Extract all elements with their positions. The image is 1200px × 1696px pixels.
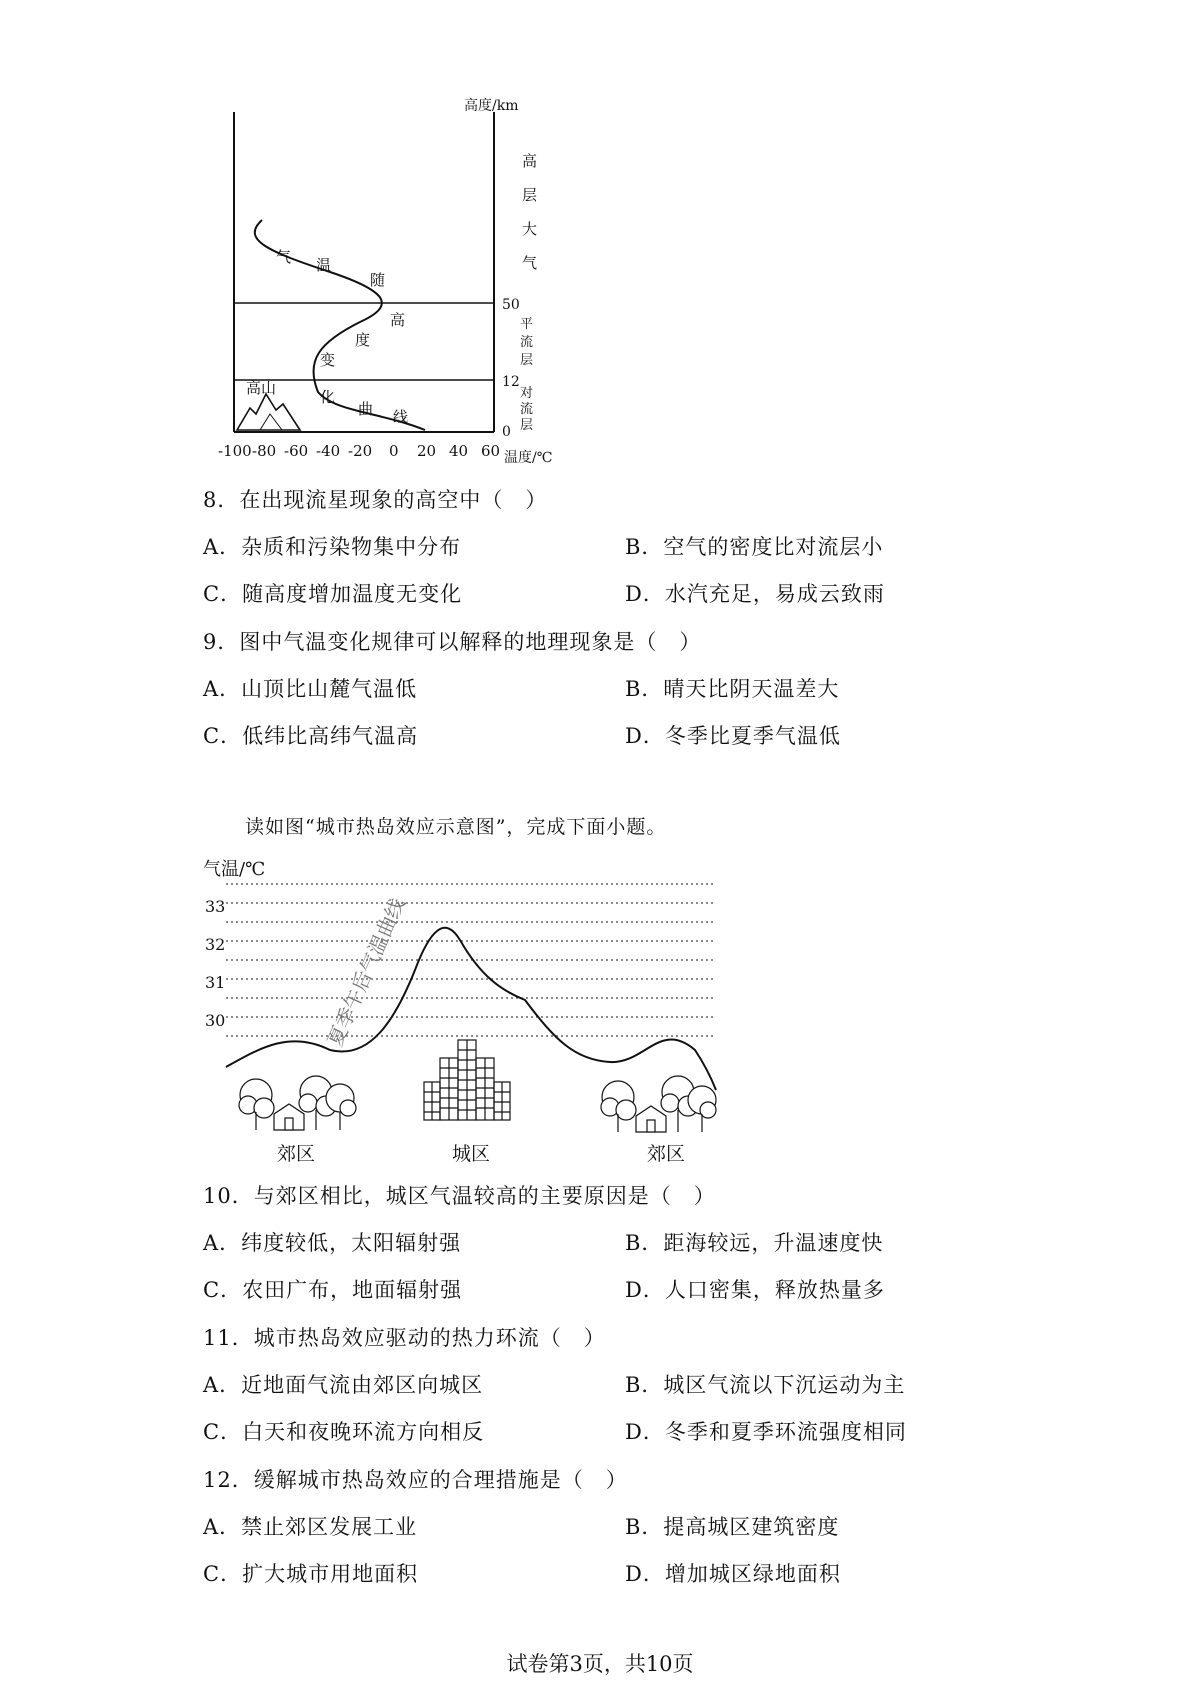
x-tick: 60 [481, 442, 501, 460]
question-10-option-b[interactable]: B．距海较远，升温速度快 [625, 1231, 884, 1255]
question-12-option-c[interactable]: C．扩大城市用地面积 [203, 1562, 419, 1586]
question-10-option-c[interactable]: C．农田广布，地面辐射强 [203, 1278, 463, 1302]
y-tick-32: 32 [205, 935, 226, 954]
height-mark-50: 50 [502, 297, 520, 313]
question-9-option-a[interactable]: A．山顶比山麓气温低 [203, 677, 418, 701]
x-tick: -80 [252, 442, 277, 460]
question-11-option-c[interactable]: C．白天和夜晚环流方向相反 [203, 1420, 485, 1444]
y-tick-30: 30 [205, 1011, 226, 1030]
x-tick: 40 [449, 442, 469, 460]
curve-label-char: 曲 [358, 400, 374, 418]
question-10-option-d[interactable]: D．人口密集，释放热量多 [625, 1278, 885, 1302]
layer-char: 平 [520, 317, 534, 332]
curve-label-char: 随 [370, 271, 386, 289]
x-tick: -60 [284, 442, 309, 460]
layer-char: 流 [520, 335, 534, 350]
question-11-option-d[interactable]: D．冬季和夏季环流强度相同 [625, 1420, 907, 1444]
question-11-option-b[interactable]: B．城区气流以下沉运动为主 [625, 1373, 906, 1397]
layer-char: 层 [520, 353, 534, 368]
height-mark-12: 12 [502, 374, 520, 390]
question-12-stem: 12．缓解城市热岛效应的合理措施是（ ） [203, 1468, 628, 1492]
temperature-curve [226, 928, 716, 1090]
question-9-option-c[interactable]: C．低纬比高纬气温高 [203, 724, 419, 748]
section-intro: 读如图“城市热岛效应示意图”，完成下面小题。 [245, 816, 667, 838]
layer-char: 层 [522, 186, 538, 204]
y-axis-label: 气温/℃ [203, 859, 266, 880]
zone-label-suburb-left: 郊区 [277, 1143, 316, 1165]
x-tick: -20 [348, 442, 373, 460]
layer-char: 对 [520, 386, 534, 401]
question-8-stem: 8．在出现流星现象的高空中（ ） [203, 488, 548, 512]
curve-label-char: 线 [393, 408, 409, 426]
question-9-option-d[interactable]: D．冬季比夏季气温低 [625, 724, 841, 748]
layer-char: 气 [522, 254, 538, 272]
question-9-stem: 9．图中气温变化规律可以解释的地理现象是（ ） [203, 630, 702, 654]
y-tick-31: 31 [205, 973, 226, 992]
suburb-trees-icon [601, 1076, 716, 1132]
atmosphere-figure [0, 0, 1200, 480]
gridlines [226, 884, 716, 1036]
question-11-option-a[interactable]: A．近地面气流由郊区向城区 [203, 1373, 484, 1397]
curve-label-char: 化 [320, 388, 336, 406]
question-12-option-a[interactable]: A．禁止郊区发展工业 [203, 1515, 418, 1539]
layer-char: 高 [522, 152, 538, 170]
question-12-option-b[interactable]: B．提高城区建筑密度 [625, 1515, 840, 1539]
zone-label-suburb-right: 郊区 [647, 1143, 686, 1165]
question-10-option-a[interactable]: A．纬度较低，太阳辐射强 [203, 1231, 462, 1255]
question-9-option-b[interactable]: B．晴天比阴天温差大 [625, 677, 840, 701]
curve-label: 夏季午后气温曲线 [322, 894, 410, 1051]
curve-label-char: 气 [276, 248, 292, 266]
curve-label-char: 温 [316, 256, 332, 274]
mountain-icon [237, 394, 300, 430]
x-axis-label: 温度/℃ [504, 450, 553, 466]
question-8-option-b[interactable]: B．空气的密度比对流层小 [625, 535, 884, 559]
x-tick: -40 [316, 442, 341, 460]
curve-label-char: 度 [355, 331, 371, 349]
zone-label-city: 城区 [452, 1143, 491, 1165]
y-axis-label: 高度/km [464, 98, 519, 114]
question-8-option-a[interactable]: A．杂质和污染物集中分布 [203, 535, 462, 559]
page-footer: 试卷第3页，共10页 [506, 1652, 694, 1676]
layer-char: 层 [520, 418, 534, 433]
question-8-option-c[interactable]: C．随高度增加温度无变化 [203, 582, 463, 606]
suburb-trees-icon [239, 1076, 356, 1130]
curve-label-char: 变 [320, 351, 336, 369]
question-12-option-d[interactable]: D．增加城区绿地面积 [625, 1562, 841, 1586]
x-tick-labels [218, 442, 500, 460]
height-mark-0: 0 [502, 424, 511, 440]
y-tick-33: 33 [205, 897, 226, 916]
layer-char: 流 [520, 402, 534, 417]
city-buildings-icon [424, 1040, 510, 1120]
curve-label-char: 高 [390, 311, 406, 329]
mountain-label: 高山 [246, 379, 277, 397]
x-tick: 0 [389, 442, 399, 460]
question-8-option-d[interactable]: D．水汽充足，易成云致雨 [625, 582, 885, 606]
question-10-stem: 10．与郊区相比，城区气温较高的主要原因是（ ） [203, 1184, 716, 1208]
x-tick: 20 [417, 442, 437, 460]
x-tick: -100 [218, 442, 252, 460]
layer-char: 大 [522, 220, 538, 238]
heat-island-figure [0, 850, 1200, 1170]
question-11-stem: 11．城市热岛效应驱动的热力环流（ ） [203, 1326, 606, 1350]
